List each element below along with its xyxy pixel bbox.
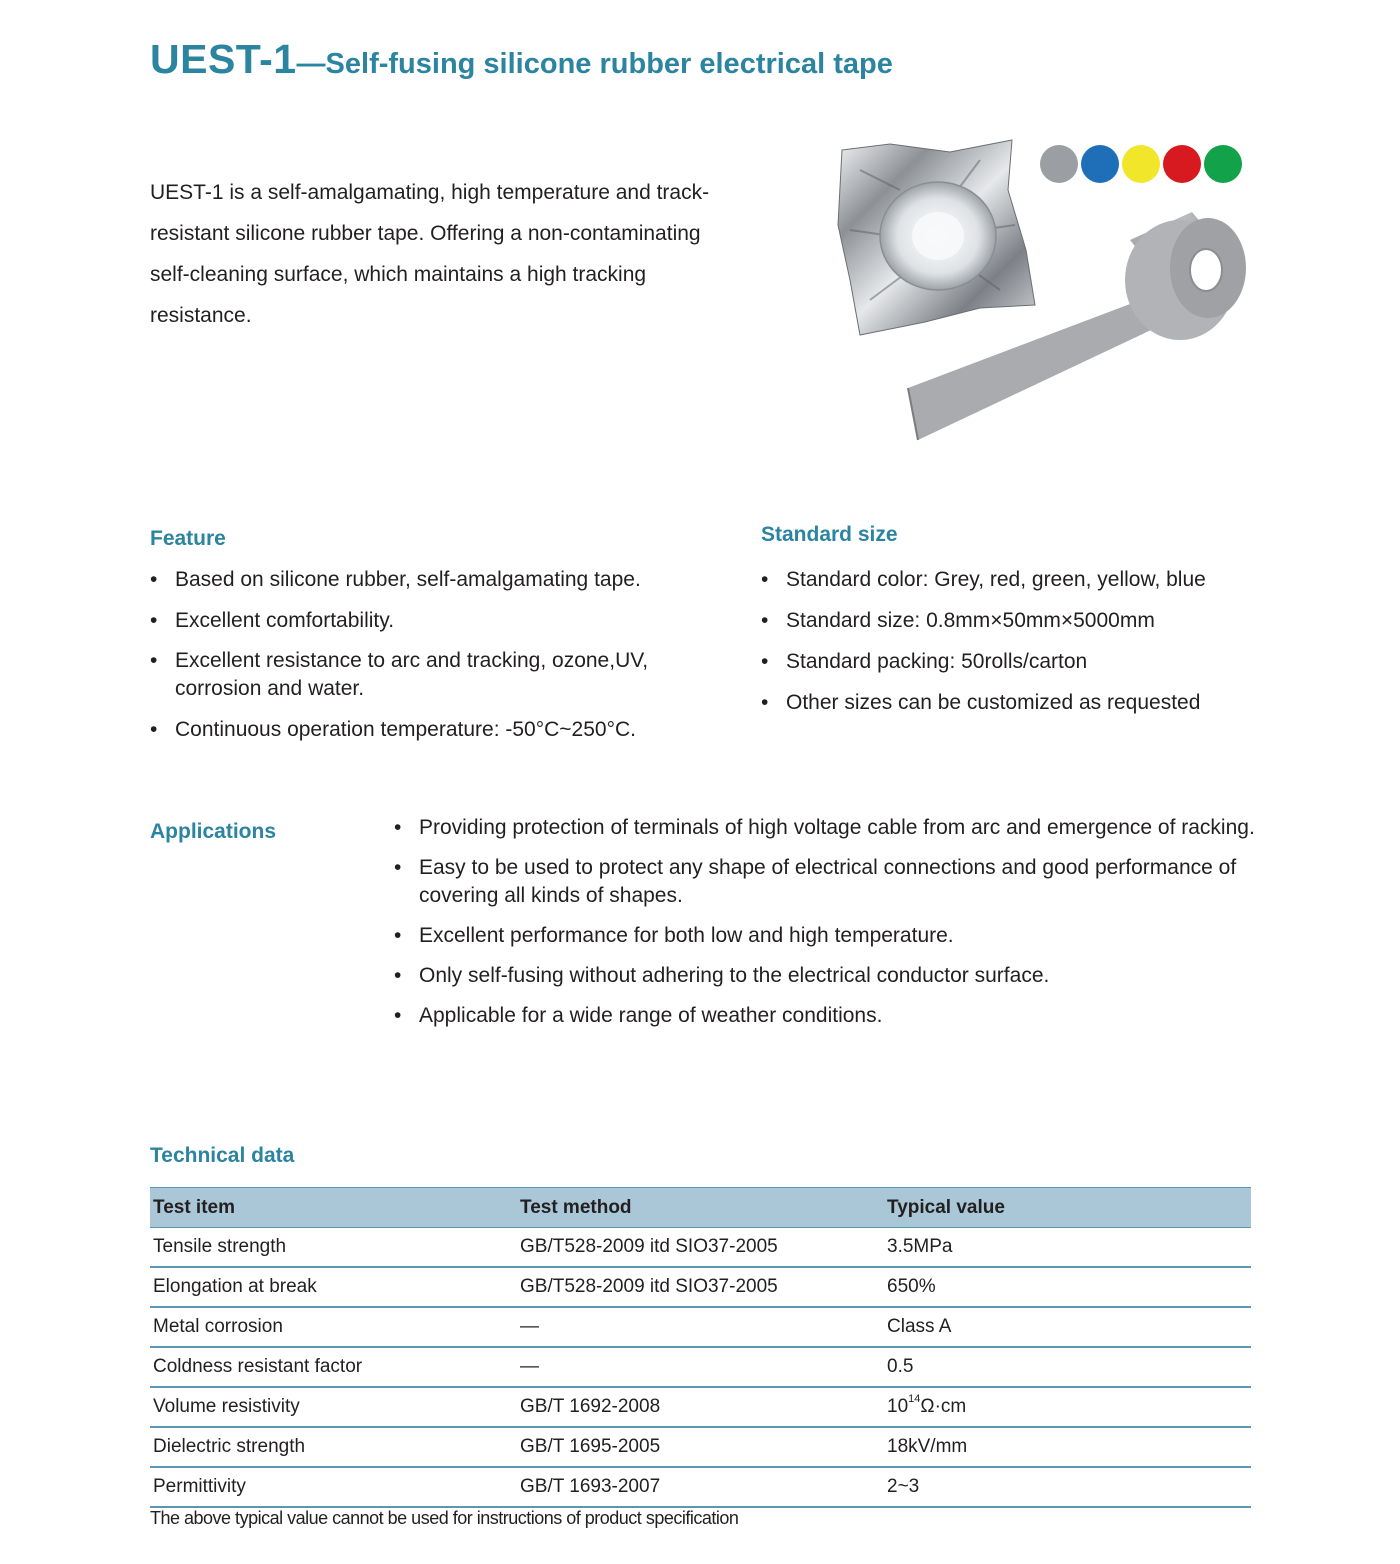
- column-header-test-item: Test item: [150, 1188, 517, 1228]
- test-method-cell: GB/T 1692-2008: [517, 1387, 884, 1427]
- foil-package-icon: [838, 140, 1035, 335]
- technical-data-heading: Technical data: [150, 1144, 295, 1167]
- test-item-cell: Permittivity: [150, 1467, 517, 1507]
- product-code: UEST-1: [150, 36, 297, 82]
- application-item: • Providing protection of terminals of high voltage cable from arc and emergence of racking.: [394, 814, 1264, 842]
- column-header-typical-value: Typical value: [884, 1188, 1251, 1228]
- applications-heading: Applications: [150, 820, 277, 843]
- table-header-row: [150, 1188, 1251, 1228]
- standard-size-item: • Standard color: Grey, red, green, yellow, blue: [761, 566, 1281, 594]
- test-item-cell: Dielectric strength: [150, 1427, 517, 1467]
- table-row: [150, 1307, 1251, 1347]
- test-method-cell: —: [517, 1307, 884, 1347]
- test-item-cell: Volume resistivity: [150, 1387, 517, 1427]
- feature-item: • Excellent resistance to arc and tracking, ozone,UV, corrosion and water.: [150, 647, 720, 703]
- standard-size-list: [761, 566, 1281, 730]
- standard-size-item: • Standard packing: 50rolls/carton: [761, 648, 1281, 676]
- typical-value-cell: 0.5: [884, 1347, 1251, 1387]
- value-unit: Ω·cm: [920, 1396, 967, 1417]
- table-row: [150, 1267, 1251, 1307]
- typical-value-cell: 3.5MPa: [884, 1228, 1251, 1268]
- standard-size-item: • Standard size: 0.8mm×50mm×5000mm: [761, 607, 1281, 635]
- intro-paragraph: UEST-1 is a self-amalgamating, high temperature and track-resistant silicone rubber tape. Offering a non-contaminating self-cleaning surface, which maintains a high tracking resistance.: [150, 181, 710, 327]
- typical-value-cell: [884, 1387, 1251, 1427]
- color-dot-green: [1204, 145, 1242, 183]
- table-row: [150, 1467, 1251, 1507]
- standard-size-heading: Standard size: [761, 523, 898, 546]
- test-method-cell: GB/T 1695-2005: [517, 1427, 884, 1467]
- color-swatches: [1040, 145, 1242, 183]
- test-item-cell: Coldness resistant factor: [150, 1347, 517, 1387]
- table-row: [150, 1387, 1251, 1427]
- application-item: • Applicable for a wide range of weather conditions.: [394, 1002, 1264, 1030]
- application-item: • Excellent performance for both low and high temperature.: [394, 922, 1264, 950]
- test-item-cell: Tensile strength: [150, 1228, 517, 1268]
- table-row: [150, 1427, 1251, 1467]
- color-dot-red: [1163, 145, 1201, 183]
- product-image: [830, 130, 1260, 450]
- test-method-cell: —: [517, 1347, 884, 1387]
- typical-value-cell: Class A: [884, 1307, 1251, 1347]
- page-title: [150, 36, 893, 83]
- product-subtitle: —Self-fusing silicone rubber electrical tape: [296, 48, 893, 80]
- color-dot-blue: [1081, 145, 1119, 183]
- application-item: • Only self-fusing without adhering to the electrical conductor surface.: [394, 962, 1264, 990]
- value-exponent: 14: [908, 1393, 921, 1405]
- tape-roll-icon: [1125, 212, 1246, 340]
- typical-value-cell: 18kV/mm: [884, 1427, 1251, 1467]
- test-method-cell: GB/T528-2009 itd SIO37-2005: [517, 1228, 884, 1268]
- feature-item: • Based on silicone rubber, self-amalgamating tape.: [150, 566, 720, 594]
- technical-data-table: [150, 1187, 1251, 1508]
- value-base: 10: [887, 1396, 909, 1417]
- footnote: The above typical value cannot be used for instructions of product specification: [150, 1508, 739, 1528]
- table-row: [150, 1347, 1251, 1387]
- typical-value-cell: 650%: [884, 1267, 1251, 1307]
- table-row: [150, 1228, 1251, 1268]
- color-dot-grey: [1040, 145, 1078, 183]
- test-item-cell: Metal corrosion: [150, 1307, 517, 1347]
- standard-size-item: • Other sizes can be customized as requested: [761, 689, 1281, 717]
- test-method-cell: GB/T 1693-2007: [517, 1467, 884, 1507]
- feature-item: • Continuous operation temperature: -50°C~250°C.: [150, 716, 720, 744]
- typical-value-cell: 2~3: [884, 1467, 1251, 1507]
- feature-list: [150, 566, 720, 756]
- test-method-cell: GB/T528-2009 itd SIO37-2005: [517, 1267, 884, 1307]
- test-item-cell: Elongation at break: [150, 1267, 517, 1307]
- column-header-test-method: Test method: [517, 1188, 884, 1228]
- feature-item: • Excellent comfortability.: [150, 607, 720, 635]
- feature-heading: Feature: [150, 527, 226, 550]
- application-item: • Easy to be used to protect any shape of electrical connections and good performance of covering all kinds of shapes.: [394, 854, 1264, 910]
- applications-list: [394, 814, 1264, 1042]
- color-dot-yellow: [1122, 145, 1160, 183]
